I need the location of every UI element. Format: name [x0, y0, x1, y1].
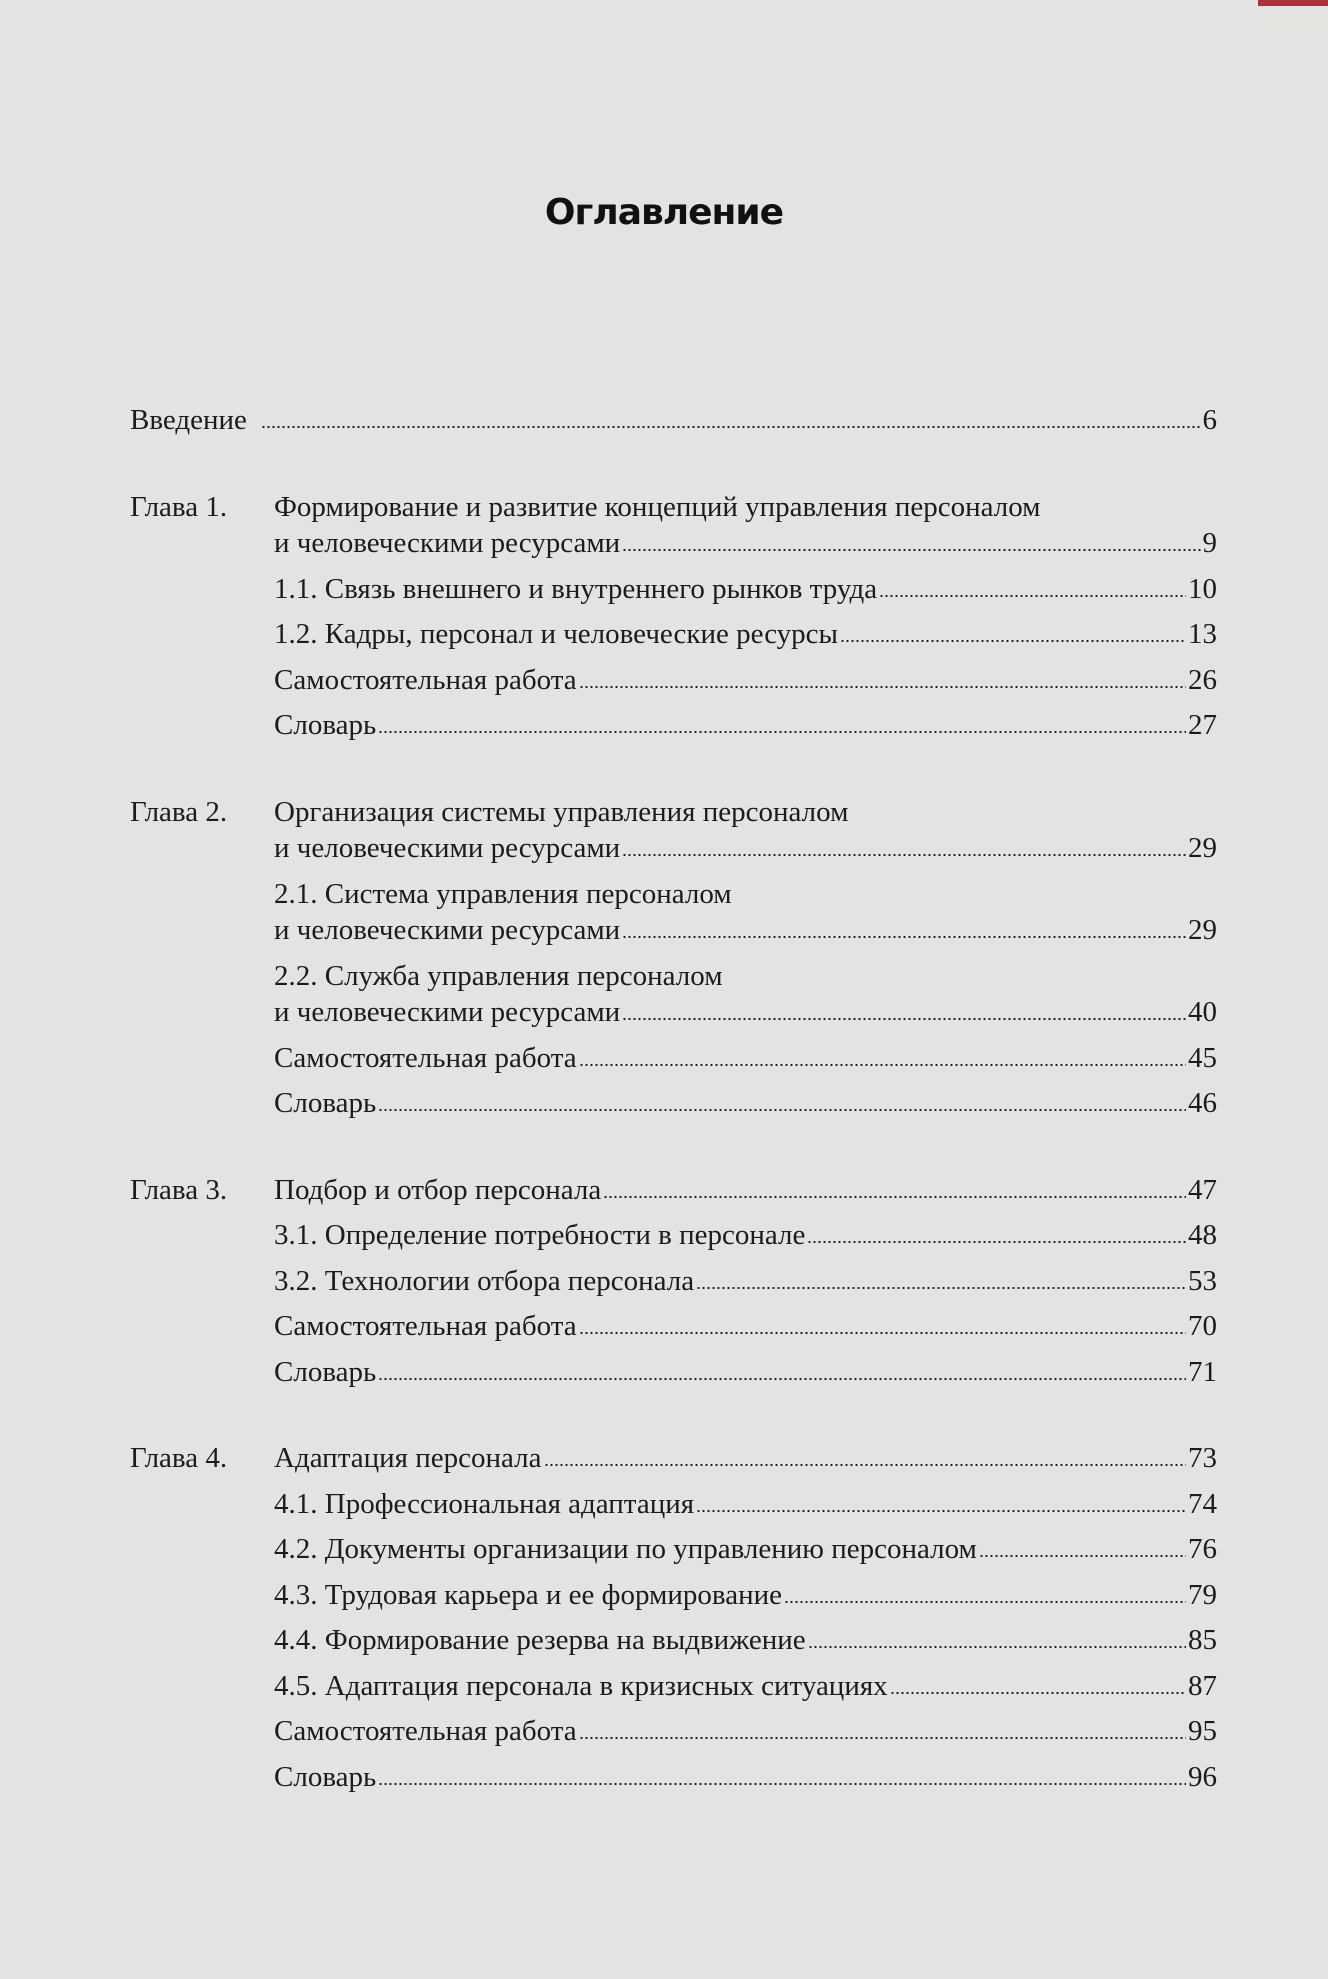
dot-leader: [807, 1240, 1186, 1244]
entry-title: 4.3. Трудовая карьера и ее формирование: [274, 1578, 782, 1611]
entry-line: [274, 616, 1217, 653]
chapter-label: [130, 707, 274, 744]
page-number: 74: [1188, 1487, 1217, 1520]
page-number: 53: [1188, 1264, 1217, 1297]
toc-entry: [130, 1759, 1217, 1796]
entry-title: Адаптация персонала: [274, 1442, 542, 1474]
dot-leader: [622, 1017, 1186, 1021]
entry-title: Самостоятельная работа: [274, 1041, 577, 1074]
entry-line: [274, 830, 1217, 867]
page-number: 79: [1188, 1578, 1217, 1611]
dot-leader: [579, 1063, 1186, 1067]
entry-line: [274, 1085, 1217, 1122]
page-number: 87: [1188, 1669, 1217, 1702]
chapter-label: Введение: [130, 404, 247, 436]
entry-line: [274, 958, 1217, 995]
dot-leader: [378, 1377, 1186, 1381]
entry-body: [274, 616, 1217, 653]
entry-title: 1.2. Кадры, персонал и человеческие ресурсы: [274, 618, 839, 650]
page-number: 73: [1188, 1442, 1217, 1474]
chapter-label: [130, 1531, 274, 1568]
entry-title: Словарь: [274, 709, 377, 741]
chapter-label: [130, 571, 274, 608]
page-number: 45: [1188, 1041, 1217, 1074]
entry-body: [274, 876, 1217, 949]
entry-body: [274, 1040, 1217, 1077]
page-number: 47: [1188, 1173, 1217, 1206]
dot-leader: [603, 1195, 1186, 1199]
entry-line: [274, 1577, 1217, 1614]
entry-body: [274, 958, 1217, 1031]
entry-title: 1.1. Связь внешнего и внутреннего рынков труда: [274, 572, 878, 605]
toc-entry: [130, 1531, 1217, 1568]
dot-leader: [840, 639, 1186, 643]
entry-line: [274, 994, 1217, 1031]
page-number: 26: [1188, 663, 1217, 696]
entry-body: [274, 1577, 1217, 1614]
chapter-label: [130, 1713, 274, 1750]
entry-title: и человеческими ресурсами: [274, 996, 621, 1028]
chapter-label: [130, 1040, 274, 1077]
toc-entry: [130, 707, 1217, 744]
entry-title: Словарь: [274, 1355, 377, 1388]
dot-leader: [622, 935, 1186, 939]
dot-leader: [808, 1645, 1186, 1649]
entry-body: [274, 662, 1217, 699]
entry-line: [274, 1440, 1217, 1477]
toc-entry: [130, 662, 1217, 699]
entry-body: [274, 1354, 1217, 1391]
chapter-label: [130, 1668, 274, 1705]
dot-leader: [890, 1691, 1186, 1695]
entry-body: [274, 1172, 1217, 1209]
page-number: 85: [1188, 1624, 1217, 1656]
entry-title: и человеческими ресурсами: [274, 527, 621, 559]
dot-leader: [579, 1736, 1186, 1740]
page-number: 29: [1188, 832, 1217, 864]
toc-entry: [130, 1622, 1217, 1659]
toc-entry: [130, 1486, 1217, 1523]
entry-title: 2.2. Служба управления персоналом: [274, 959, 723, 992]
entry-body: [274, 1531, 1217, 1568]
entry-line: [274, 489, 1217, 526]
entry-line: [274, 1713, 1217, 1750]
dot-leader: [579, 685, 1186, 689]
entry-title: 4.4. Формирование резерва на выдвижение: [274, 1624, 806, 1656]
toc-entry: [130, 958, 1217, 1031]
entry-line: [274, 1759, 1217, 1796]
entry-body: [274, 1759, 1217, 1796]
page-number: 13: [1188, 618, 1217, 650]
dot-leader: [261, 425, 1201, 429]
entry-line: [259, 402, 1217, 439]
entry-title: Самостоятельная работа: [274, 663, 577, 696]
entry-title: и человеческими ресурсами: [274, 832, 621, 864]
toc-entry: [130, 1354, 1217, 1391]
dot-leader: [696, 1509, 1186, 1513]
chapter-label: [130, 1308, 274, 1345]
entry-body: [274, 1263, 1217, 1300]
entry-line: [274, 571, 1217, 608]
entry-body: [274, 707, 1217, 744]
entry-line: [274, 1263, 1217, 1300]
chapter-label: [130, 1263, 274, 1300]
page-number: 46: [1188, 1087, 1217, 1119]
chapter-label: Глава 1.: [130, 490, 228, 523]
entry-title: 4.1. Профессиональная адаптация: [274, 1487, 695, 1520]
entry-title: Словарь: [274, 1087, 377, 1119]
entry-line: [274, 525, 1217, 562]
entry-title: Словарь: [274, 1760, 377, 1793]
entry-line: [274, 1308, 1217, 1345]
page-number: 40: [1188, 996, 1217, 1028]
toc-entry: [130, 1172, 1217, 1209]
toc-entry: [130, 402, 1217, 439]
entry-line: [274, 794, 1217, 831]
entry-body: [274, 794, 1217, 867]
dot-leader: [622, 853, 1186, 857]
table-of-contents: [130, 402, 1217, 1795]
toc-group-chapter: [130, 794, 1217, 1122]
page-number: 95: [1188, 1715, 1217, 1747]
page-number: 6: [1202, 404, 1217, 436]
entry-title: 3.1. Определение потребности в персонале: [274, 1219, 806, 1251]
page-number: 48: [1188, 1219, 1217, 1251]
toc-group-chapter: [130, 1440, 1217, 1795]
toc-group-intro: [130, 402, 1217, 439]
toc-entry: [130, 1217, 1217, 1254]
entry-body: [274, 1622, 1217, 1659]
dot-leader: [784, 1600, 1186, 1604]
toc-entry: [130, 1440, 1217, 1477]
entry-body: [274, 1668, 1217, 1705]
entry-body: [274, 1217, 1217, 1254]
entry-title: 3.2. Технологии отбора персонала: [274, 1264, 695, 1297]
entry-body: [259, 402, 1217, 439]
entry-title: Подбор и отбор персонала: [274, 1173, 602, 1206]
entry-line: [274, 876, 1217, 913]
entry-title: 2.1. Система управления персоналом: [274, 877, 732, 910]
chapter-label: [130, 1759, 274, 1796]
dot-leader: [378, 1108, 1186, 1112]
dot-leader: [696, 1286, 1186, 1290]
page-number: 96: [1188, 1760, 1217, 1793]
chapter-label: [130, 876, 274, 949]
dot-leader: [979, 1554, 1186, 1558]
dot-leader: [544, 1463, 1187, 1467]
entry-body: [274, 1486, 1217, 1523]
entry-line: [274, 1040, 1217, 1077]
entry-line: [274, 1217, 1217, 1254]
entry-body: [274, 1440, 1217, 1477]
chapter-label: [130, 1085, 274, 1122]
toc-entry: [130, 1577, 1217, 1614]
toc-entry: [130, 1085, 1217, 1122]
chapter-label: [130, 958, 274, 1031]
entry-line: [274, 1668, 1217, 1705]
toc-entry: [130, 571, 1217, 608]
toc-group-chapter: [130, 489, 1217, 744]
entry-line: [274, 662, 1217, 699]
toc-entry: [130, 1713, 1217, 1750]
entry-body: [274, 1308, 1217, 1345]
chapter-label: [130, 1217, 274, 1254]
entry-line: [274, 1172, 1217, 1209]
chapter-label: Глава 4.: [130, 1442, 228, 1474]
entry-body: [274, 571, 1217, 608]
entry-title: и человеческими ресурсами: [274, 914, 621, 946]
entry-title: Формирование и развитие концепций управления персоналом: [274, 490, 1041, 523]
entry-line: [274, 1622, 1217, 1659]
page-number: 71: [1188, 1355, 1217, 1388]
toc-entry: [130, 794, 1217, 867]
entry-title: Организация системы управления персоналом: [274, 795, 849, 828]
entry-line: [274, 1486, 1217, 1523]
entry-line: [274, 1354, 1217, 1391]
page-number: 9: [1202, 527, 1217, 559]
page-title: Оглавление: [544, 192, 784, 233]
entry-body: [274, 1085, 1217, 1122]
toc-entry: [130, 876, 1217, 949]
dot-leader: [378, 730, 1186, 734]
page-number: 27: [1188, 709, 1217, 741]
entry-line: [274, 707, 1217, 744]
entry-body: [274, 489, 1217, 562]
chapter-label: [130, 616, 274, 653]
chapter-label: Глава 3.: [130, 1173, 228, 1206]
entry-title: 4.2. Документы организации по управлению персоналом: [274, 1533, 977, 1565]
entry-title: Самостоятельная работа: [274, 1715, 577, 1747]
entry-body: [274, 1713, 1217, 1750]
entry-title: 4.5. Адаптация персонала в кризисных ситуациях: [274, 1669, 888, 1702]
toc-entry: [130, 1263, 1217, 1300]
toc-entry: [130, 489, 1217, 562]
dot-leader: [579, 1331, 1186, 1335]
entry-title: Самостоятельная работа: [274, 1310, 577, 1342]
chapter-label: Глава 2.: [130, 795, 228, 828]
chapter-label: [130, 1354, 274, 1391]
toc-entry: [130, 1668, 1217, 1705]
dot-leader: [622, 548, 1200, 552]
toc-entry: [130, 616, 1217, 653]
page-number: 10: [1188, 572, 1217, 605]
chapter-label: [130, 662, 274, 699]
dot-leader: [879, 594, 1186, 598]
chapter-label: [130, 1622, 274, 1659]
entry-line: [274, 1531, 1217, 1568]
toc-group-chapter: [130, 1172, 1217, 1391]
page-number: 29: [1188, 914, 1217, 946]
toc-entry: [130, 1308, 1217, 1345]
chapter-label: [130, 1577, 274, 1614]
page-edge: [1258, 0, 1328, 6]
toc-entry: [130, 1040, 1217, 1077]
chapter-label: [130, 1486, 274, 1523]
dot-leader: [378, 1782, 1186, 1786]
page-number: 76: [1188, 1533, 1217, 1565]
page-number: 70: [1188, 1310, 1217, 1342]
entry-line: [274, 912, 1217, 949]
